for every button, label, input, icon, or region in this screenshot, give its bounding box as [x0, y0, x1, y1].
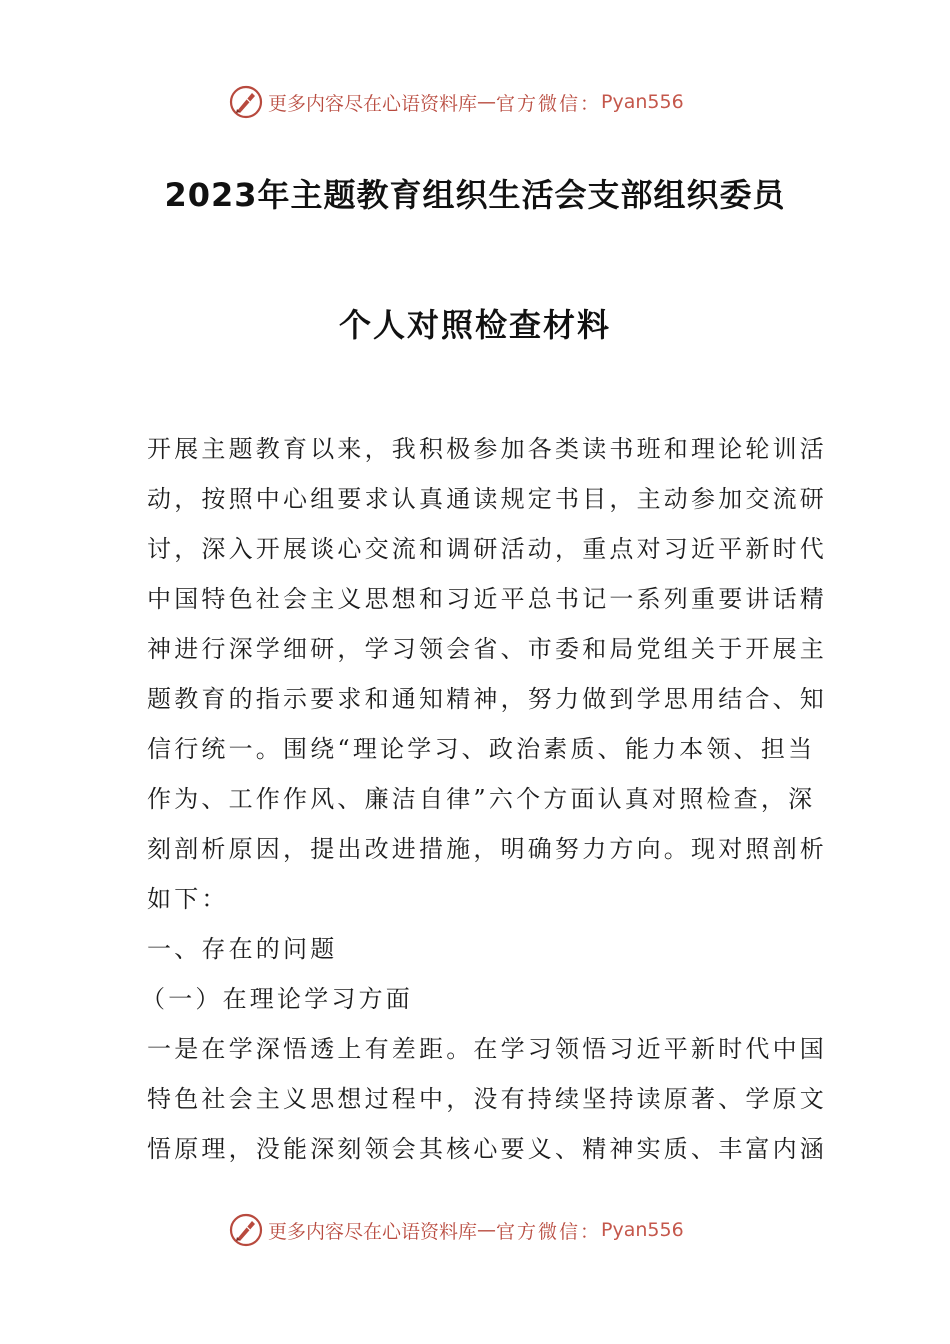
- body-line: 如下：: [147, 885, 229, 913]
- body-line: 作为、工作作风、廉洁自律”六个方面认真对照检查，深: [147, 785, 816, 813]
- body-line: 中国特色社会主义思想和习近平总书记一系列重要讲话精: [147, 585, 827, 613]
- body-line: 开展主题教育以来，我积极参加各类读书班和理论轮训活: [147, 435, 827, 463]
- watermark-wechat-id: Pyan556: [601, 91, 684, 113]
- body-line: 神进行深学细研，学习领会省、市委和局党组关于开展主: [147, 635, 827, 663]
- section-heading: 一、存在的问题: [147, 935, 338, 963]
- body-line: 刻剖析原因，提出改进措施，明确努力方向。现对照剖析: [147, 835, 827, 863]
- subsection-heading: （一）在理论学习方面: [141, 985, 413, 1013]
- body-line: 信行统一。围绕“理论学习、政治素质、能力本领、担当: [147, 735, 816, 763]
- watermark-wechat-id: Pyan556: [601, 1219, 684, 1241]
- watermark-official-label: 官方微信：: [496, 1220, 602, 1243]
- watermark-official-label: 官方微信：: [496, 92, 602, 115]
- body-line: 悟原理，没能深刻领会其核心要义、精神实质、丰富内涵: [147, 1135, 827, 1163]
- document-title-line-2: 个人对照检查材料: [338, 306, 611, 344]
- document-title-line-1: 2023年主题教育组织生活会支部组织委员: [164, 176, 786, 214]
- body-line: 题教育的指示要求和通知精神，努力做到学思用结合、知: [147, 685, 827, 713]
- quill-pen-logo-icon: [228, 1212, 264, 1248]
- watermark-banner-bottom: [228, 1210, 748, 1250]
- watermark-dash: —: [477, 1219, 497, 1241]
- watermark-brand-text: 更多内容尽在心语资料库: [268, 92, 478, 115]
- body-line: 讨，深入开展谈心交流和调研活动，重点对习近平新时代: [147, 535, 827, 563]
- watermark-brand-text: 更多内容尽在心语资料库: [268, 1220, 478, 1243]
- quill-pen-logo-icon: [228, 84, 264, 120]
- body-line: 动，按照中心组要求认真通读规定书目，主动参加交流研: [147, 485, 827, 513]
- watermark-dash: —: [477, 91, 497, 113]
- body-line: 特色社会主义思想过程中，没有持续坚持读原著、学原文: [147, 1085, 827, 1113]
- body-line: 一是在学深悟透上有差距。在学习领悟习近平新时代中国: [147, 1035, 827, 1063]
- watermark-banner-top: [228, 82, 748, 122]
